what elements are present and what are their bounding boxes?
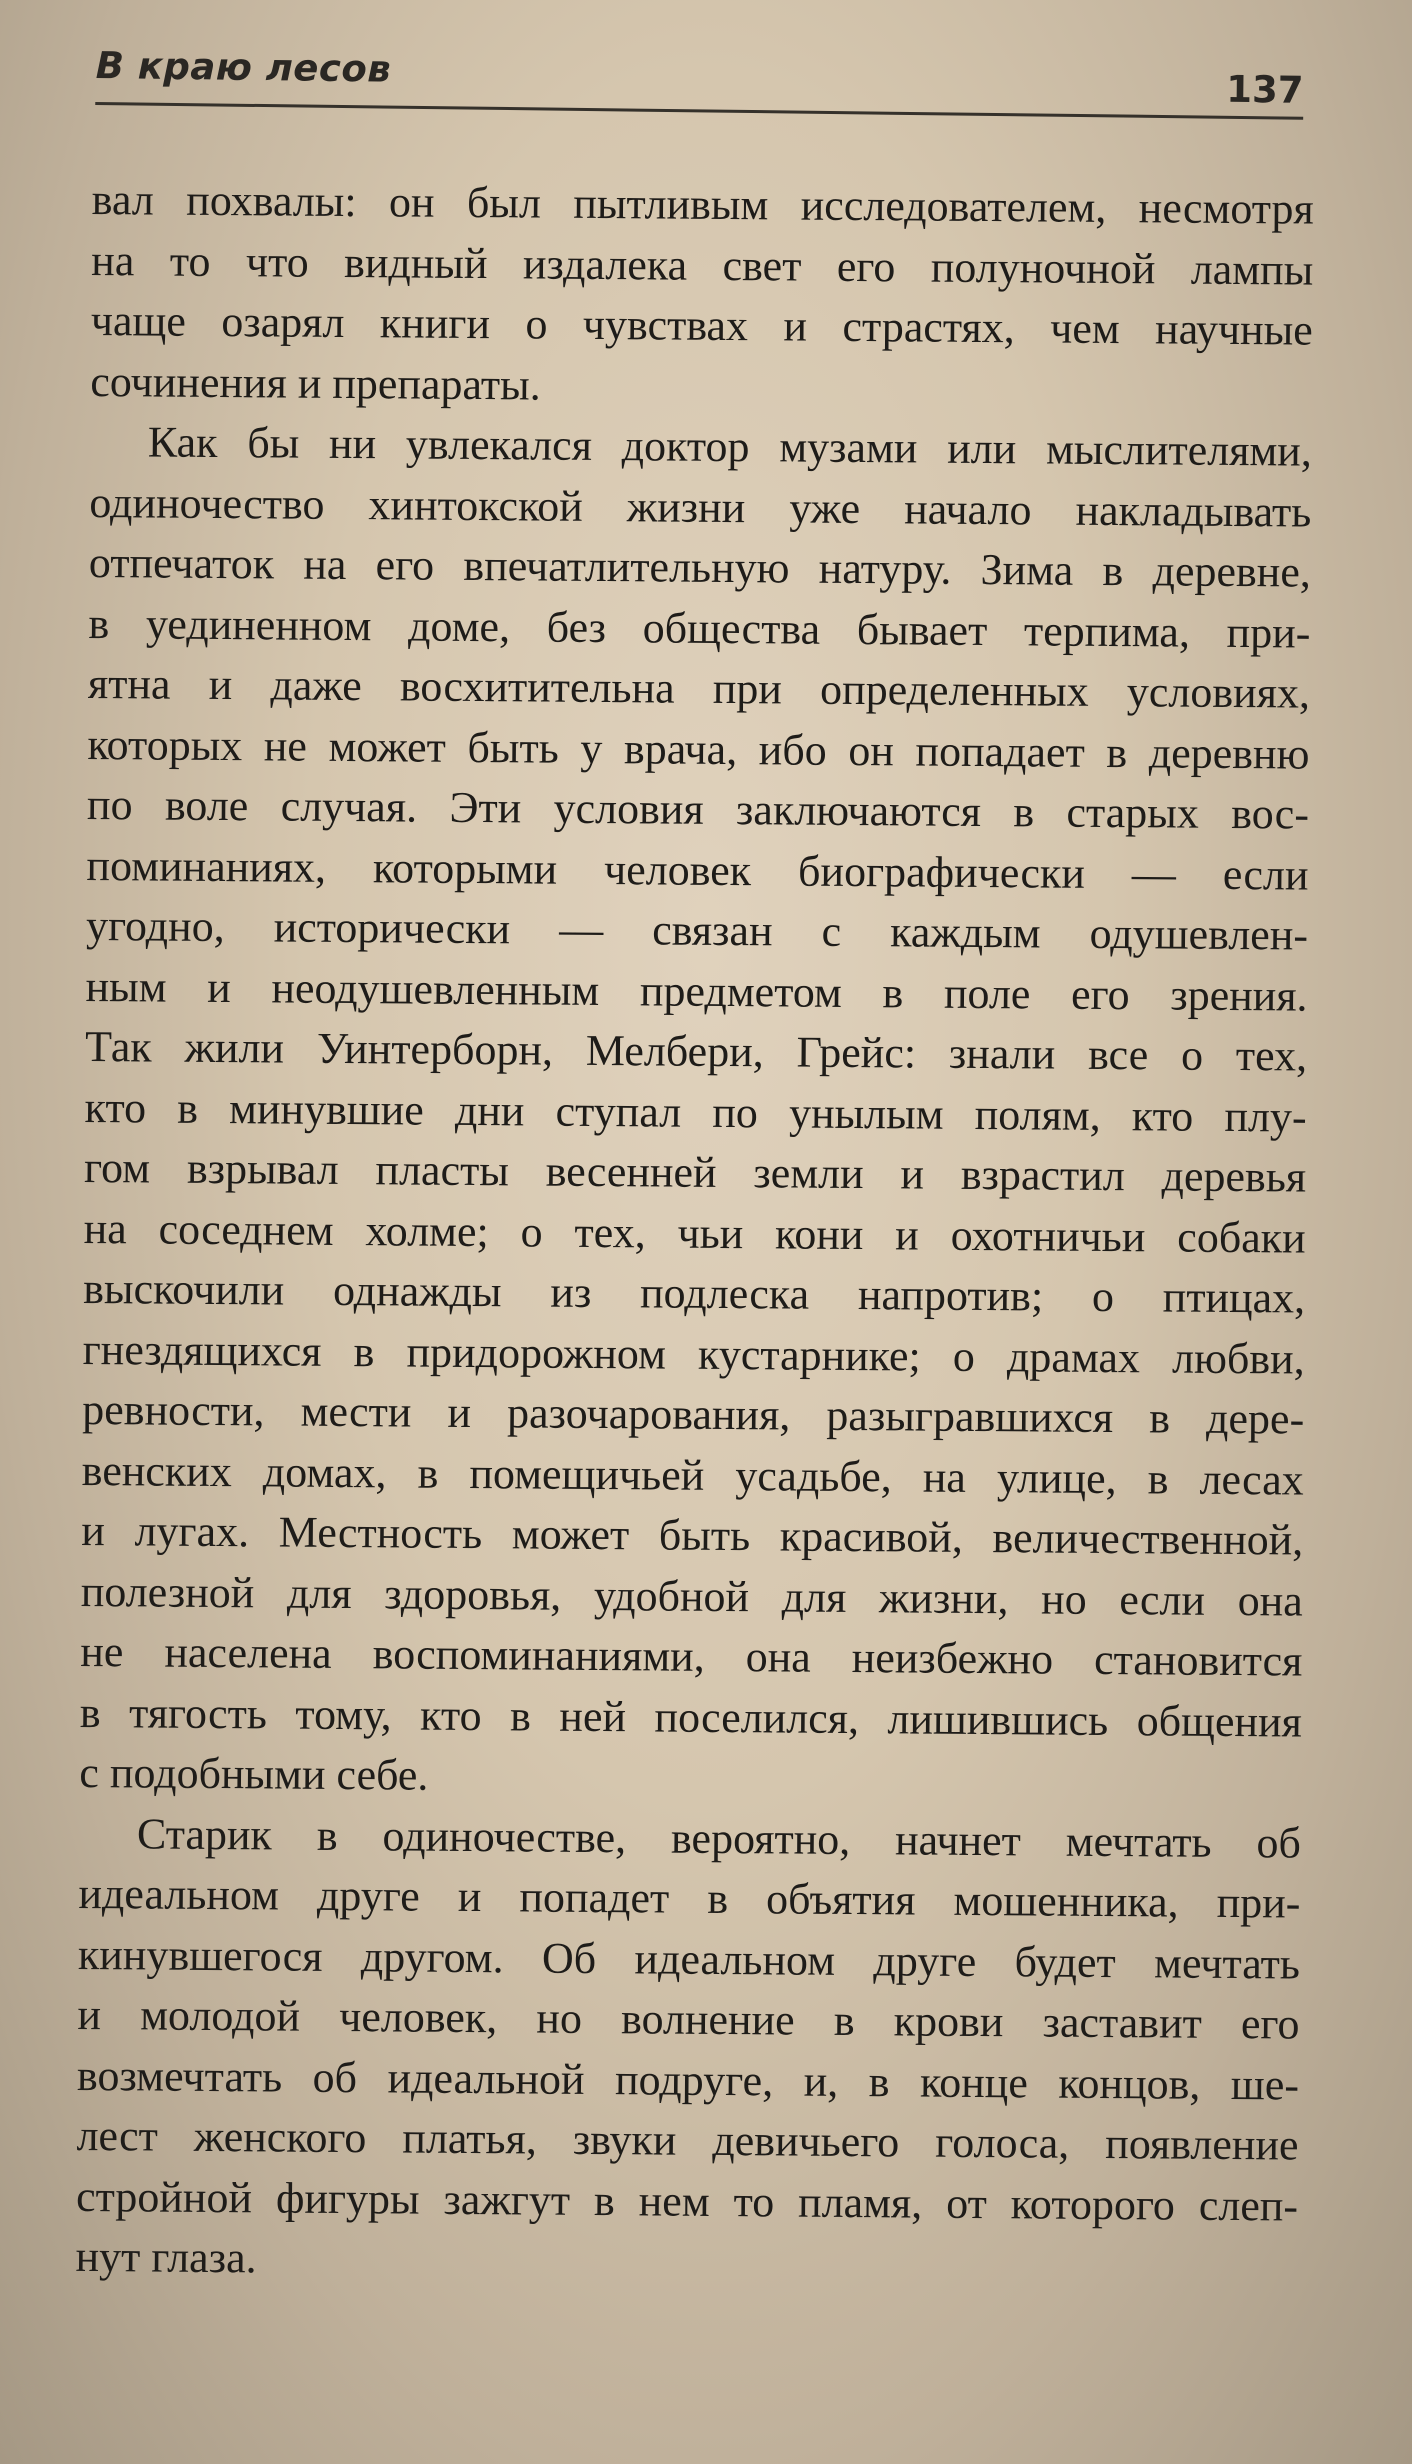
text-line: в уединенном доме, без общества бывает терпима, при- bbox=[88, 598, 1311, 658]
text-line: гом взрывал пласты весенней земли и взрастил деревья bbox=[83, 1142, 1307, 1202]
text-line: сочинения и препараты. bbox=[90, 356, 541, 410]
text-line: кинувшегося другом. Об идеальном друге будет мечтать bbox=[77, 1929, 1301, 1989]
text-line: вал похвалы: он был пытливым исследователем, несмотря bbox=[91, 174, 1314, 234]
paragraph-2 bbox=[79, 412, 1312, 1813]
text-line: чаще озарял книги о чувствах и страстях, чем научные bbox=[90, 295, 1313, 355]
text-line: стройной фигуры зажгут в нем то пламя, от которого слеп- bbox=[75, 2171, 1299, 2231]
page-header bbox=[95, 44, 1304, 119]
text-line: на то что видный издалека свет его полуночной лампы bbox=[91, 235, 1314, 295]
text-line: ным и неодушевленным предметом в поле его зрения. bbox=[85, 961, 1308, 1021]
text-line: которых не может быть у врача, ибо он попадает в деревню bbox=[87, 719, 1310, 779]
text-line: на соседнем холме; о тех, чьи кони и охотничьи собаки bbox=[83, 1203, 1306, 1263]
text-line: по воле случая. Эти условия заключаются в старых вос- bbox=[86, 779, 1310, 839]
text-line: и молодой человек, но волнение в крови заставит его bbox=[77, 1989, 1300, 2049]
page-number: 137 bbox=[1226, 67, 1304, 112]
text-line: отпечаток на его впечатлительную натуру. Зима в деревне, bbox=[88, 537, 1312, 597]
text-line: венских домах, в помещичьей усадьбе, на улице, в лесах bbox=[81, 1445, 1304, 1505]
text-line: и лугах. Местность может быть красивой, величественной, bbox=[81, 1505, 1304, 1565]
text-line: полезной для здоровья, удобной для жизни, но если она bbox=[80, 1566, 1303, 1626]
paragraph-3 bbox=[75, 1803, 1301, 2297]
running-title: В краю лесов bbox=[95, 44, 392, 91]
paragraph-1 bbox=[90, 170, 1314, 422]
text-line: Как бы ни увлекался доктор музами или мыслителями, bbox=[147, 417, 1313, 476]
text-line: идеальном друге и попадет в объятия мошенника, при- bbox=[78, 1868, 1301, 1928]
text-line: нут глаза. bbox=[75, 2231, 257, 2283]
text-line: возмечтать об идеальной подруге, и, в конце концов, ше- bbox=[76, 2050, 1300, 2110]
text-line: ревности, мести и разочарования, разыгравшихся в дере- bbox=[82, 1384, 1305, 1444]
body-text bbox=[75, 170, 1314, 2297]
text-line: ятна и даже восхитительна при определенных условиях, bbox=[87, 658, 1311, 718]
text-line: кто в минувшие дни ступал по унылым полям, кто плу- bbox=[84, 1082, 1307, 1142]
text-line: угодно, исторически — связан с каждым одушевлен- bbox=[85, 900, 1309, 960]
text-line: одиночество хинтокской жизни уже начало накладывать bbox=[89, 477, 1312, 537]
text-line: гнездящихся в придорожном кустарнике; о драмах любви, bbox=[82, 1324, 1305, 1384]
text-line: не населена воспоминаниями, она неизбежно становится bbox=[80, 1626, 1303, 1686]
text-line: выскочили однажды из подлеска напротив; о птицах, bbox=[83, 1263, 1306, 1323]
text-line: Старик в одиночестве, вероятно, начнет мечтать об bbox=[136, 1808, 1302, 1868]
text-line: поминаниях, которыми человек биографически — если bbox=[86, 840, 1309, 900]
text-line: с подобными себе. bbox=[79, 1747, 429, 1800]
text-line: Так жили Уинтерборн, Мелбери, Грейс: знали все о тех, bbox=[84, 1021, 1308, 1081]
text-line: в тягость тому, кто в ней поселился, лишившись общения bbox=[79, 1687, 1303, 1747]
header-rule bbox=[95, 102, 1303, 120]
text-line: лест женского платья, звуки девичьего голоса, появление bbox=[76, 2110, 1299, 2170]
